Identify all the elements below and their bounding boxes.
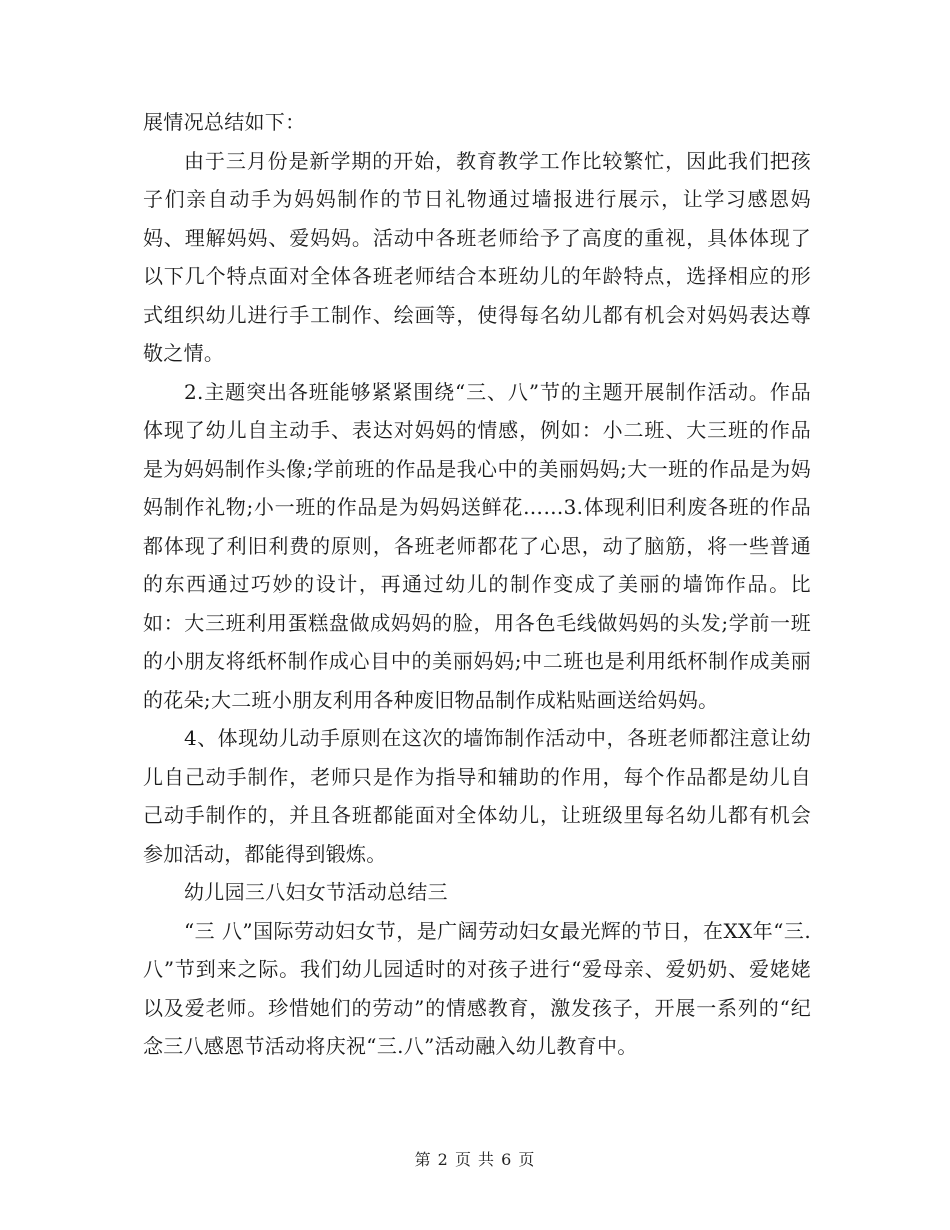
page-number-footer: 第 2 页 共 6 页 (414, 1150, 536, 1169)
paragraph-theme-recycling: 2.主题突出各班能够紧紧围绕“三、八”节的主题开展制作活动。作品体现了幼儿自主动手、表达对妈妈的情感，例如：小二班、大三班的作品是为妈妈制作头像;学前班的作品是我心中的美丽妈妈;大一班的作品是为妈妈制作礼物;小一班的作品是为妈妈送鲜花……3.体现利旧利废各班的作品都体现了利旧利费的原则，各班老师都花了心思，动了脑筋，将一些普通的东西通过巧妙的设计，再通过幼儿的制作变成了美丽的墙饰作品。比如：大三班利用蛋糕盘做成妈妈的脸，用各色毛线做妈妈的头发;学前一班的小朋友将纸杯制作成心目中的美丽妈妈;中二班也是利用纸杯制作成美丽的花朵;大二班小朋友利用各种废旧物品制作成粘贴画送给妈妈。 (143, 379, 811, 712)
section-heading: 幼儿园三八妇女节活动总结三 (184, 880, 448, 904)
document-body (143, 103, 811, 1066)
paragraph-wall-display: 由于三月份是新学期的开始，教育教学工作比较繁忙，因此我们把孩子们亲自动手为妈妈制作的节日礼物通过墙报进行展示，让学习感恩妈妈、理解妈妈、爱妈妈。活动中各班老师给予了高度的重视，具体体现了以下几个特点面对全体各班老师结合本班幼儿的年龄特点，选择相应的形式组织幼儿进行手工制作、绘画等，使得每名幼儿都有机会对妈妈表达尊敬之情。 (143, 148, 811, 365)
paragraph-hands-on: 4、体现幼儿动手原则在这次的墙饰制作活动中，各班老师都注意让幼儿自己动手制作，老师只是作为指导和辅助的作用，每个作品都是幼儿自己动手制作的，并且各班都能面对全体幼儿，让班级里每名幼儿都有机会参加活动，都能得到锻炼。 (143, 726, 811, 866)
paragraph-womens-day: “三 八”国际劳动妇女节，是广阔劳动妇女最光辉的节日，在XX年“三.八”节到来之际。我们幼儿园适时的对孩子进行“爱母亲、爱奶奶、爱姥姥以及爱老师。珍惜她们的劳动”的情感教育，激发孩子，开展一系列的“纪念三八感恩节活动将庆祝“三.八”活动融入幼儿教育中。 (143, 918, 811, 1058)
paragraph-intro-tail: 展情况总结如下： (143, 110, 306, 134)
